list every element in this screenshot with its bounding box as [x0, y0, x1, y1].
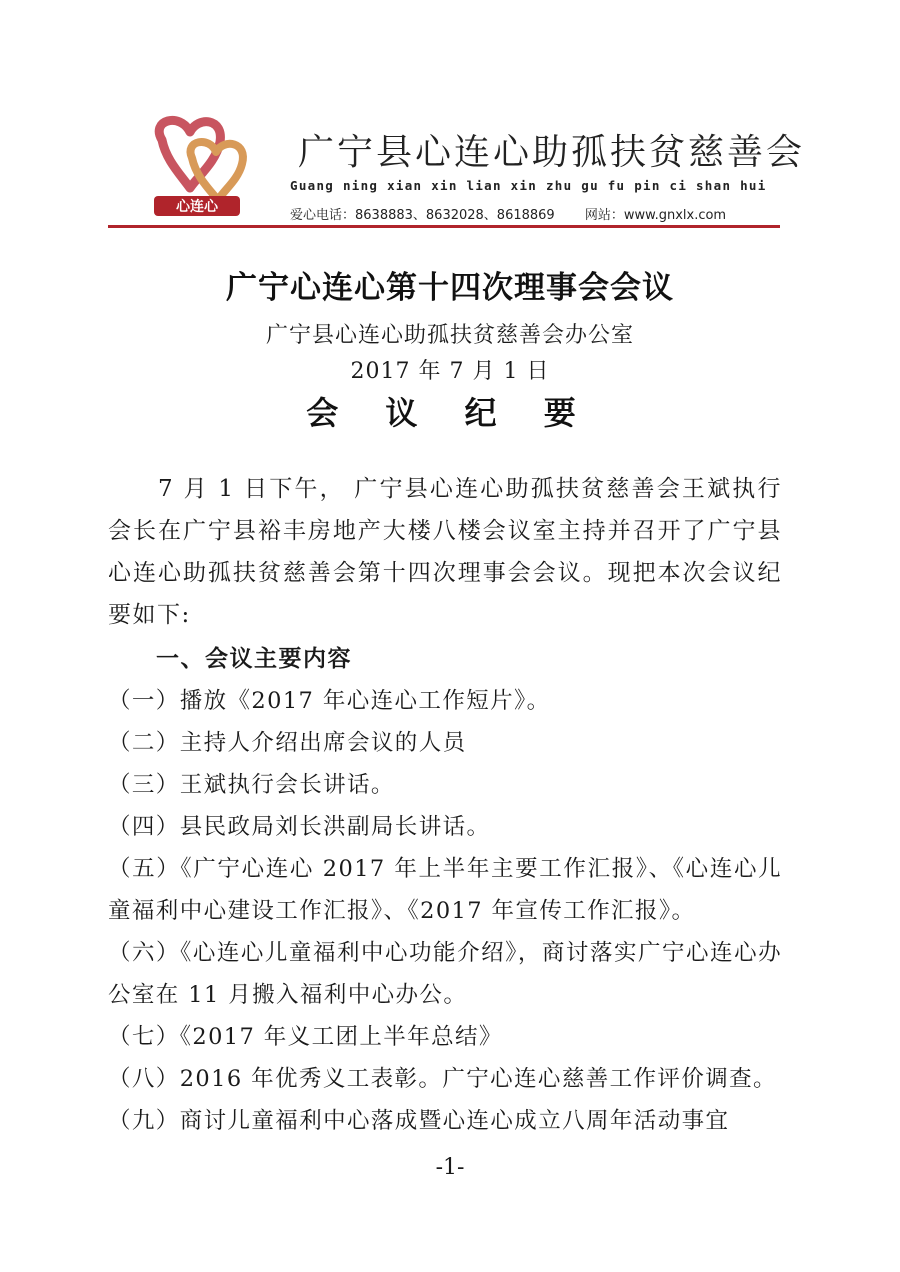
contact-line — [290, 204, 770, 223]
list-item: （一）播放《2017 年心连心工作短片》。 — [108, 688, 551, 714]
list-item: （二）主持人介绍出席会议的人员 — [108, 730, 467, 756]
logo-text: 心连心 — [176, 199, 218, 215]
document-title: 广宁心连心第十四次理事会会议 — [226, 270, 674, 306]
document-date: 2017 年 7 月 1 日 — [350, 359, 550, 384]
list-item: （三）王斌执行会长讲话。 — [108, 772, 395, 798]
org-name: 广宁县心连心助孤扶贫慈善会 — [298, 132, 806, 173]
section-title: 一、会议主要内容 — [156, 646, 352, 672]
document-issuer: 广宁县心连心助孤扶贫慈善会办公室 — [265, 323, 634, 348]
list-item: （八）2016 年优秀义工表彰。广宁心连心慈善工作评价调查。 — [108, 1066, 777, 1092]
heart-logo-icon — [140, 110, 260, 220]
document-heading: 会 议 纪 要 — [306, 394, 594, 432]
org-pinyin: Guang ning xian xin lian xin zhu gu fu pin ci shan hui — [290, 178, 767, 193]
list-item: （九）商讨儿童福利中心落成暨心连心成立八周年活动事宜 — [108, 1108, 730, 1134]
letterhead-divider — [108, 225, 780, 228]
phone-label: 爱心电话： — [290, 208, 356, 223]
list-item: （六）《心连心儿童福利中心功能介绍》，商讨落实广宁心连心办公室在 11 月搬入福利中心办公。 — [108, 940, 782, 1008]
list-item: （五）《广宁心连心 2017 年上半年主要工作汇报》、《心连心儿童福利中心建设工作汇报》、《2017 年宣传工作汇报》。 — [108, 856, 782, 924]
website-link[interactable]: www.gnxlx.com — [623, 208, 727, 223]
phone-numbers: 8638883、8632028、8618869 — [355, 208, 555, 223]
intro-paragraph: 7 月 1 日下午， 广宁县心连心助孤扶贫慈善会王斌执行会长在广宁县裕丰房地产大楼八楼会议室主持并召开了广宁县心连心助孤扶贫慈善会第十四次理事会会议。现把本次会议纪要如下: — [108, 476, 782, 628]
list-item: （四）县民政局刘长洪副局长讲话。 — [108, 814, 491, 840]
page-number: -1- — [435, 1155, 465, 1180]
website-label: 网站： — [584, 208, 624, 223]
list-item: （七）《2017 年义工团上半年总结》 — [108, 1024, 503, 1050]
